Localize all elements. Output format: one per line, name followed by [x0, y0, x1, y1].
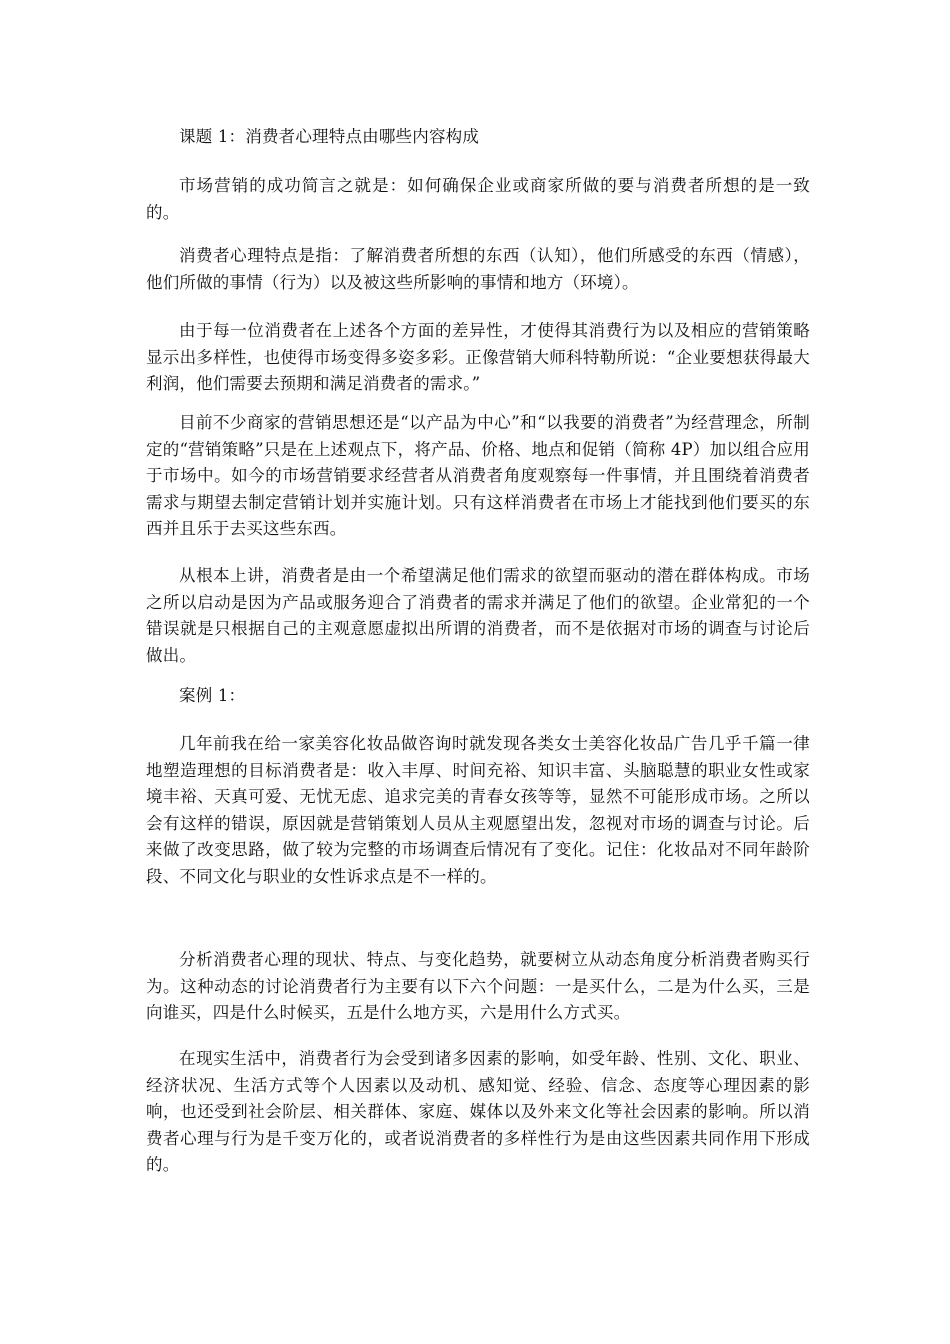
paragraph-1: 市场营销的成功简言之就是：如何确保企业或商家所做的要与消费者所想的是一致的。 [146, 176, 810, 222]
case-label: 案例 1： [179, 686, 246, 705]
paragraph-7: 分析消费者心理的现状、特点、与变化趋势，就要树立从动态角度分析消费者购买行为。这种动态的讨论消费者行为主要有以下六个问题：一是买什么，二是为什么买，三是向谁买，四是什么时候买，五是什么地方买，六是用什么方式买。 [146, 950, 810, 1022]
paragraph-8: 在现实生活中，消费者行为会受到诸多因素的影响，如受年龄、性别、文化、职业、经济状况、生活方式等个人因素以及动机、感知觉、经验、信念、态度等心理因素的影响，也还受到社会阶层、相关群体、家庭、媒体以及外来文化等社会因素的影响。所以消费者心理与行为是千变万化的，或者说消费者的多样性行为是由这些因素共同作用下形成的。 [146, 1049, 810, 1174]
paragraph-5: 从根本上讲，消费者是由一个希望满足他们需求的欲望而驱动的潜在群体构成。市场之所以启动是因为产品或服务迎合了消费者的需求并满足了他们的欲望。企业常犯的一个错误就是只根据自己的主观意愿虚拟出所谓的消费者，而不是依据对市场的调查与讨论后做出。 [146, 566, 810, 665]
paragraph-3: 由于每一位消费者在上述各个方面的差异性，才使得其消费行为以及相应的营销策略显示出多样性，也使得市场变得多姿多彩。正像营销大师科特勒所说：“企业要想获得最大利润，他们需要去预期和满足消费者的需求。” [146, 321, 810, 393]
paragraph-6: 几年前我在给一家美容化妆品做咨询时就发现各类女士美容化妆品广告几乎千篇一律地塑造理想的目标消费者是：收入丰厚、时间充裕、知识丰富、头脑聪慧的职业女性或家境丰裕、天真可爱、无忧无虑、追求完美的青春女孩等等，显然不可能形成市场。之所以会有这样的错误，原因就是营销策划人员从主观愿望出发，忽视对市场的调查与讨论。后来做了改变思路，做了较为完整的市场调查后情况有了变化。记住：化妆品对不同年龄阶段、不同文化与职业的女性诉求点是不一样的。 [146, 734, 810, 886]
paragraph-4: 目前不少商家的营销思想还是“以产品为中心”和“以我要的消费者”为经营理念，所制定的“营销策略”只是在上述观点下，将产品、价格、地点和促销（简称 4P）加以组合应用于市场中。如今的市场营销要求经营者从消费者角度观察每一件事情，并且围绕着消费者需求与期望去制定营销计划并实施计划。只有这样消费者在市场上才能找到他们要买的东西并且乐于去买这些东西。 [146, 413, 810, 538]
paragraph-2: 消费者心理特点是指：了解消费者所想的东西（认知），他们所感受的东西（情感），他们所做的事情（行为）以及被这些所影响的事情和地方（环境）。 [146, 246, 810, 292]
document-title: 课题 1：消费者心理特点由哪些内容构成 [179, 127, 480, 146]
